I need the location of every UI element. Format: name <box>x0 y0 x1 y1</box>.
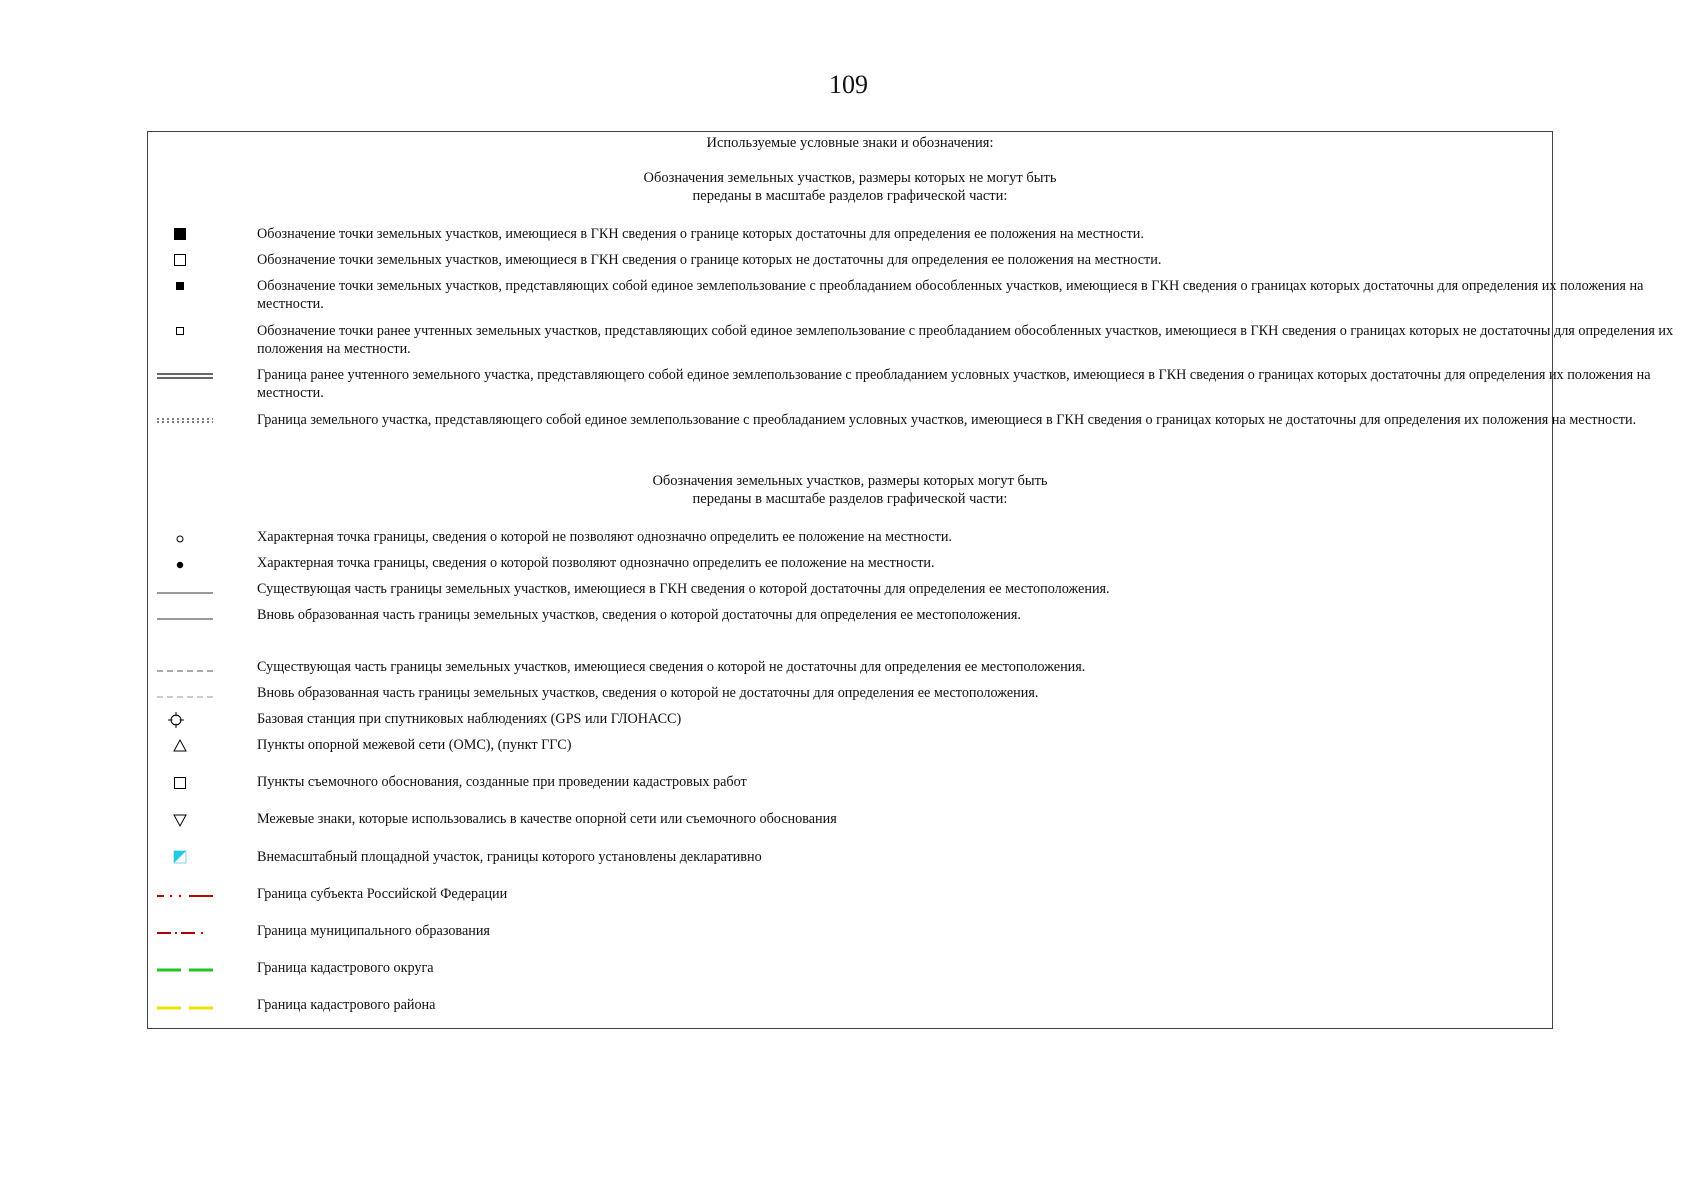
hollow-square-icon <box>153 773 217 791</box>
legend-item-text: Граница муниципального образования <box>257 923 490 939</box>
solid-line-icon <box>153 606 217 624</box>
legend-item-text: Базовая станция при спутниковых наблюдениях (GPS или ГЛОНАСС) <box>257 711 682 727</box>
red-dash-dot-line-icon <box>153 885 217 903</box>
filled-circle-icon <box>153 554 217 572</box>
legend-item-text: Существующая часть границы земельных участков, имеющиеся в ГКН сведения о которой достаточны для определения ее местоположения. <box>257 581 1110 597</box>
legend-item-text: Обозначение точки земельных участков, представляющих собой единое землепользование с преобладанием обособленных участков, имеющиеся в ГКН сведения о границах которых достаточны для определения их положения на местности. <box>257 278 1644 312</box>
legend-title: Используемые условные знаки и обозначения: <box>706 135 994 151</box>
legend-item-text: Межевые знаки, которые использовались в качестве опорной сети или съемочного обоснования <box>257 811 837 827</box>
legend-item-text: Пункты съемочного обоснования, созданные при проведении кадастровых работ <box>257 774 747 790</box>
page-number: 109 <box>829 70 868 99</box>
legend-item-text: Граница ранее учтенного земельного участка, представляющего собой единое землепользование с преобладанием условных участков, имеющиеся в ГКН сведения о границах которых достаточны для определения их положения на местности. <box>257 367 1651 401</box>
solid-line-icon <box>153 580 217 598</box>
hollow-circle-icon <box>153 528 217 546</box>
small-filled-square-icon <box>153 277 217 295</box>
legend-item-text: Пункты опорной межевой сети (ОМС), (пункт ГГС) <box>257 737 572 753</box>
legend-item-text: Характерная точка границы, сведения о которой не позволяют однозначно определить ее положение на местности. <box>257 529 952 545</box>
legend-item-text: Граница земельного участка, представляющего собой единое землепользование с преобладанием условных участков, имеющиеся в ГКН сведения о границах которых не достаточны для определения их положения на местности. <box>257 412 1637 428</box>
red-dash-dot-line-2-icon <box>153 922 217 940</box>
section1-heading: Обозначения земельных участков, размеры которых не могут быть переданы в масштабе разделов графической части: <box>643 170 1057 204</box>
crosshair-circle-icon <box>153 710 217 728</box>
triangle-down-icon <box>153 810 217 828</box>
triangle-up-icon <box>153 736 217 754</box>
legend-item-text: Обозначение точки ранее учтенных земельных участков, представляющих собой единое землепользование с преобладанием обособленных участков, имеющиеся в ГКН сведения о границах которых не достаточны для определения их положения на местности. <box>257 323 1674 357</box>
dashed-line-icon <box>153 658 217 676</box>
section2-heading: Обозначения земельных участков, размеры которых могут быть переданы в масштабе разделов графической части: <box>652 473 1048 507</box>
legend-item-text: Вновь образованная часть границы земельных участков, сведения о которой не достаточны для определения ее местоположения. <box>257 685 1039 701</box>
legend-frame <box>147 131 1674 1029</box>
filled-square-icon <box>153 225 217 243</box>
cyan-flag-square-icon <box>153 848 217 866</box>
legend-item-text: Характерная точка границы, сведения о которой позволяют однозначно определить ее положение на местности. <box>257 555 935 571</box>
light-dashed-line-icon <box>153 684 217 702</box>
legend-item-text: Граница кадастрового района <box>257 997 436 1013</box>
legend-item-text: Граница кадастрового округа <box>257 960 434 976</box>
legend-item-text: Граница субъекта Российской Федерации <box>257 886 508 902</box>
green-dashed-line-icon <box>153 959 217 977</box>
yellow-dashed-line-icon <box>153 996 217 1014</box>
legend-item-text: Внемасштабный площадной участок, границы которого установлены декларативно <box>257 849 762 865</box>
double-line-icon <box>153 366 217 384</box>
double-dotted-line-icon <box>153 411 217 429</box>
legend-item-text: Существующая часть границы земельных участков, имеющиеся сведения о которой не достаточны для определения ее местоположения. <box>257 659 1086 675</box>
legend-item-text: Вновь образованная часть границы земельных участков, сведения о которой достаточны для определения ее местоположения. <box>257 607 1021 623</box>
legend-item-text: Обозначение точки земельных участков, имеющиеся в ГКН сведения о границе которых не достаточны для определения ее положения на местности. <box>257 252 1162 268</box>
legend-item-text: Обозначение точки земельных участков, имеющиеся в ГКН сведения о границе которых достаточны для определения ее положения на местности. <box>257 226 1144 242</box>
hollow-square-icon <box>153 251 217 269</box>
small-hollow-square-icon <box>153 322 217 340</box>
